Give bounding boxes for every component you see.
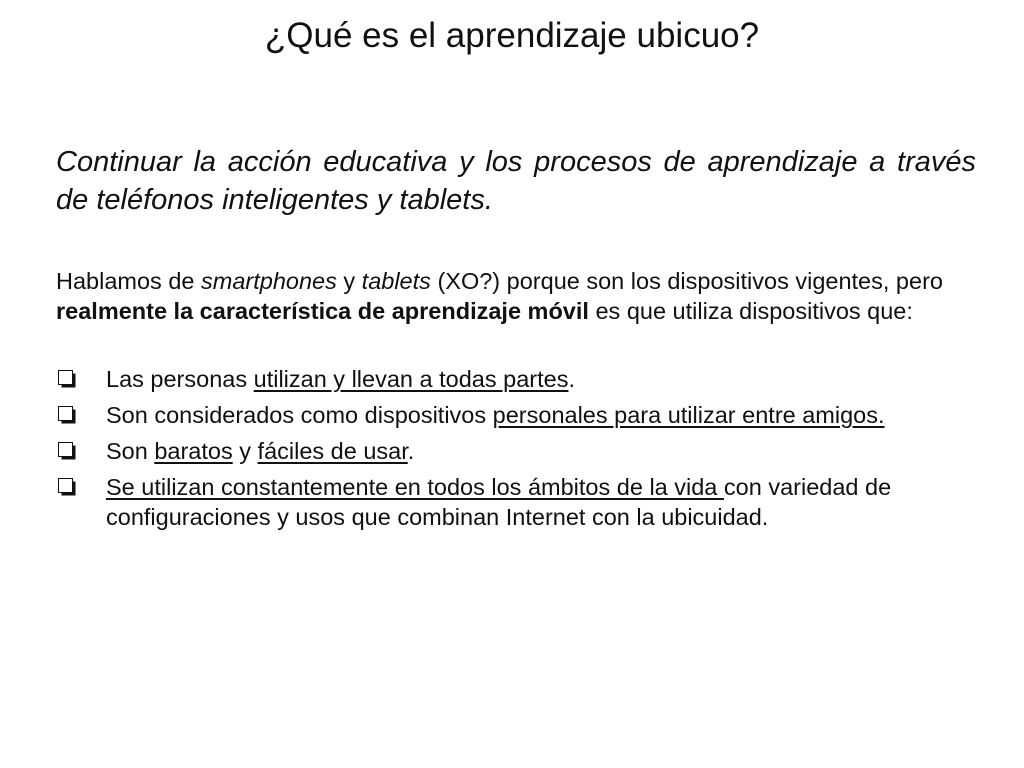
bullet-list [56,364,976,538]
bullet-text: . [568,366,575,392]
bullet-text: con variedad de configuraciones y usos que combinan Internet con la ubicuidad. [106,474,892,530]
list-item [56,364,976,394]
checkbox-icon [58,406,73,421]
intro-paragraph [56,266,976,326]
checkbox-icon [58,478,73,493]
bullet-text: . [407,438,415,464]
checkbox-icon [58,370,73,385]
bullet-text: Son [106,438,155,464]
bullet-text: Son considerados como dispositivos [106,402,493,428]
intro-text-1: Hablamos de [56,268,201,294]
intro-text-3: y [336,268,362,294]
checkbox-icon [58,442,73,457]
list-item [56,400,976,430]
bullet-text: Las personas [106,366,254,392]
bullet-underlined-text: Se utilizan constantemente en todos los ámbitos de la vida [106,474,724,500]
bullet-underlined-text: fáciles de usar [257,438,408,464]
intro-tablets: tablets [361,268,431,294]
bullet-underlined-text: utilizan y llevan a todas partes [253,366,569,392]
list-item [56,472,976,532]
bullet-underlined-text: baratos [154,438,233,464]
intro-text-5: (XO?) porque son los dispositivos vigentes, pero [430,268,943,294]
slide-title: ¿Qué es el aprendizaje ubicuo? [264,16,760,55]
list-item [56,436,976,466]
intro-text-7: es que utiliza dispositivos que: [588,298,913,324]
bullet-underlined-text: personales para utilizar entre amigos. [492,402,885,428]
intro-bold-phrase: realmente la característica de aprendizaje móvil [56,298,589,324]
lead-statement: Continuar la acción educativa y los procesos de aprendizaje a través de teléfonos inteligentes y tablets. [56,146,976,216]
intro-smartphones: smartphones [201,268,337,294]
bullet-text: y [232,438,258,464]
